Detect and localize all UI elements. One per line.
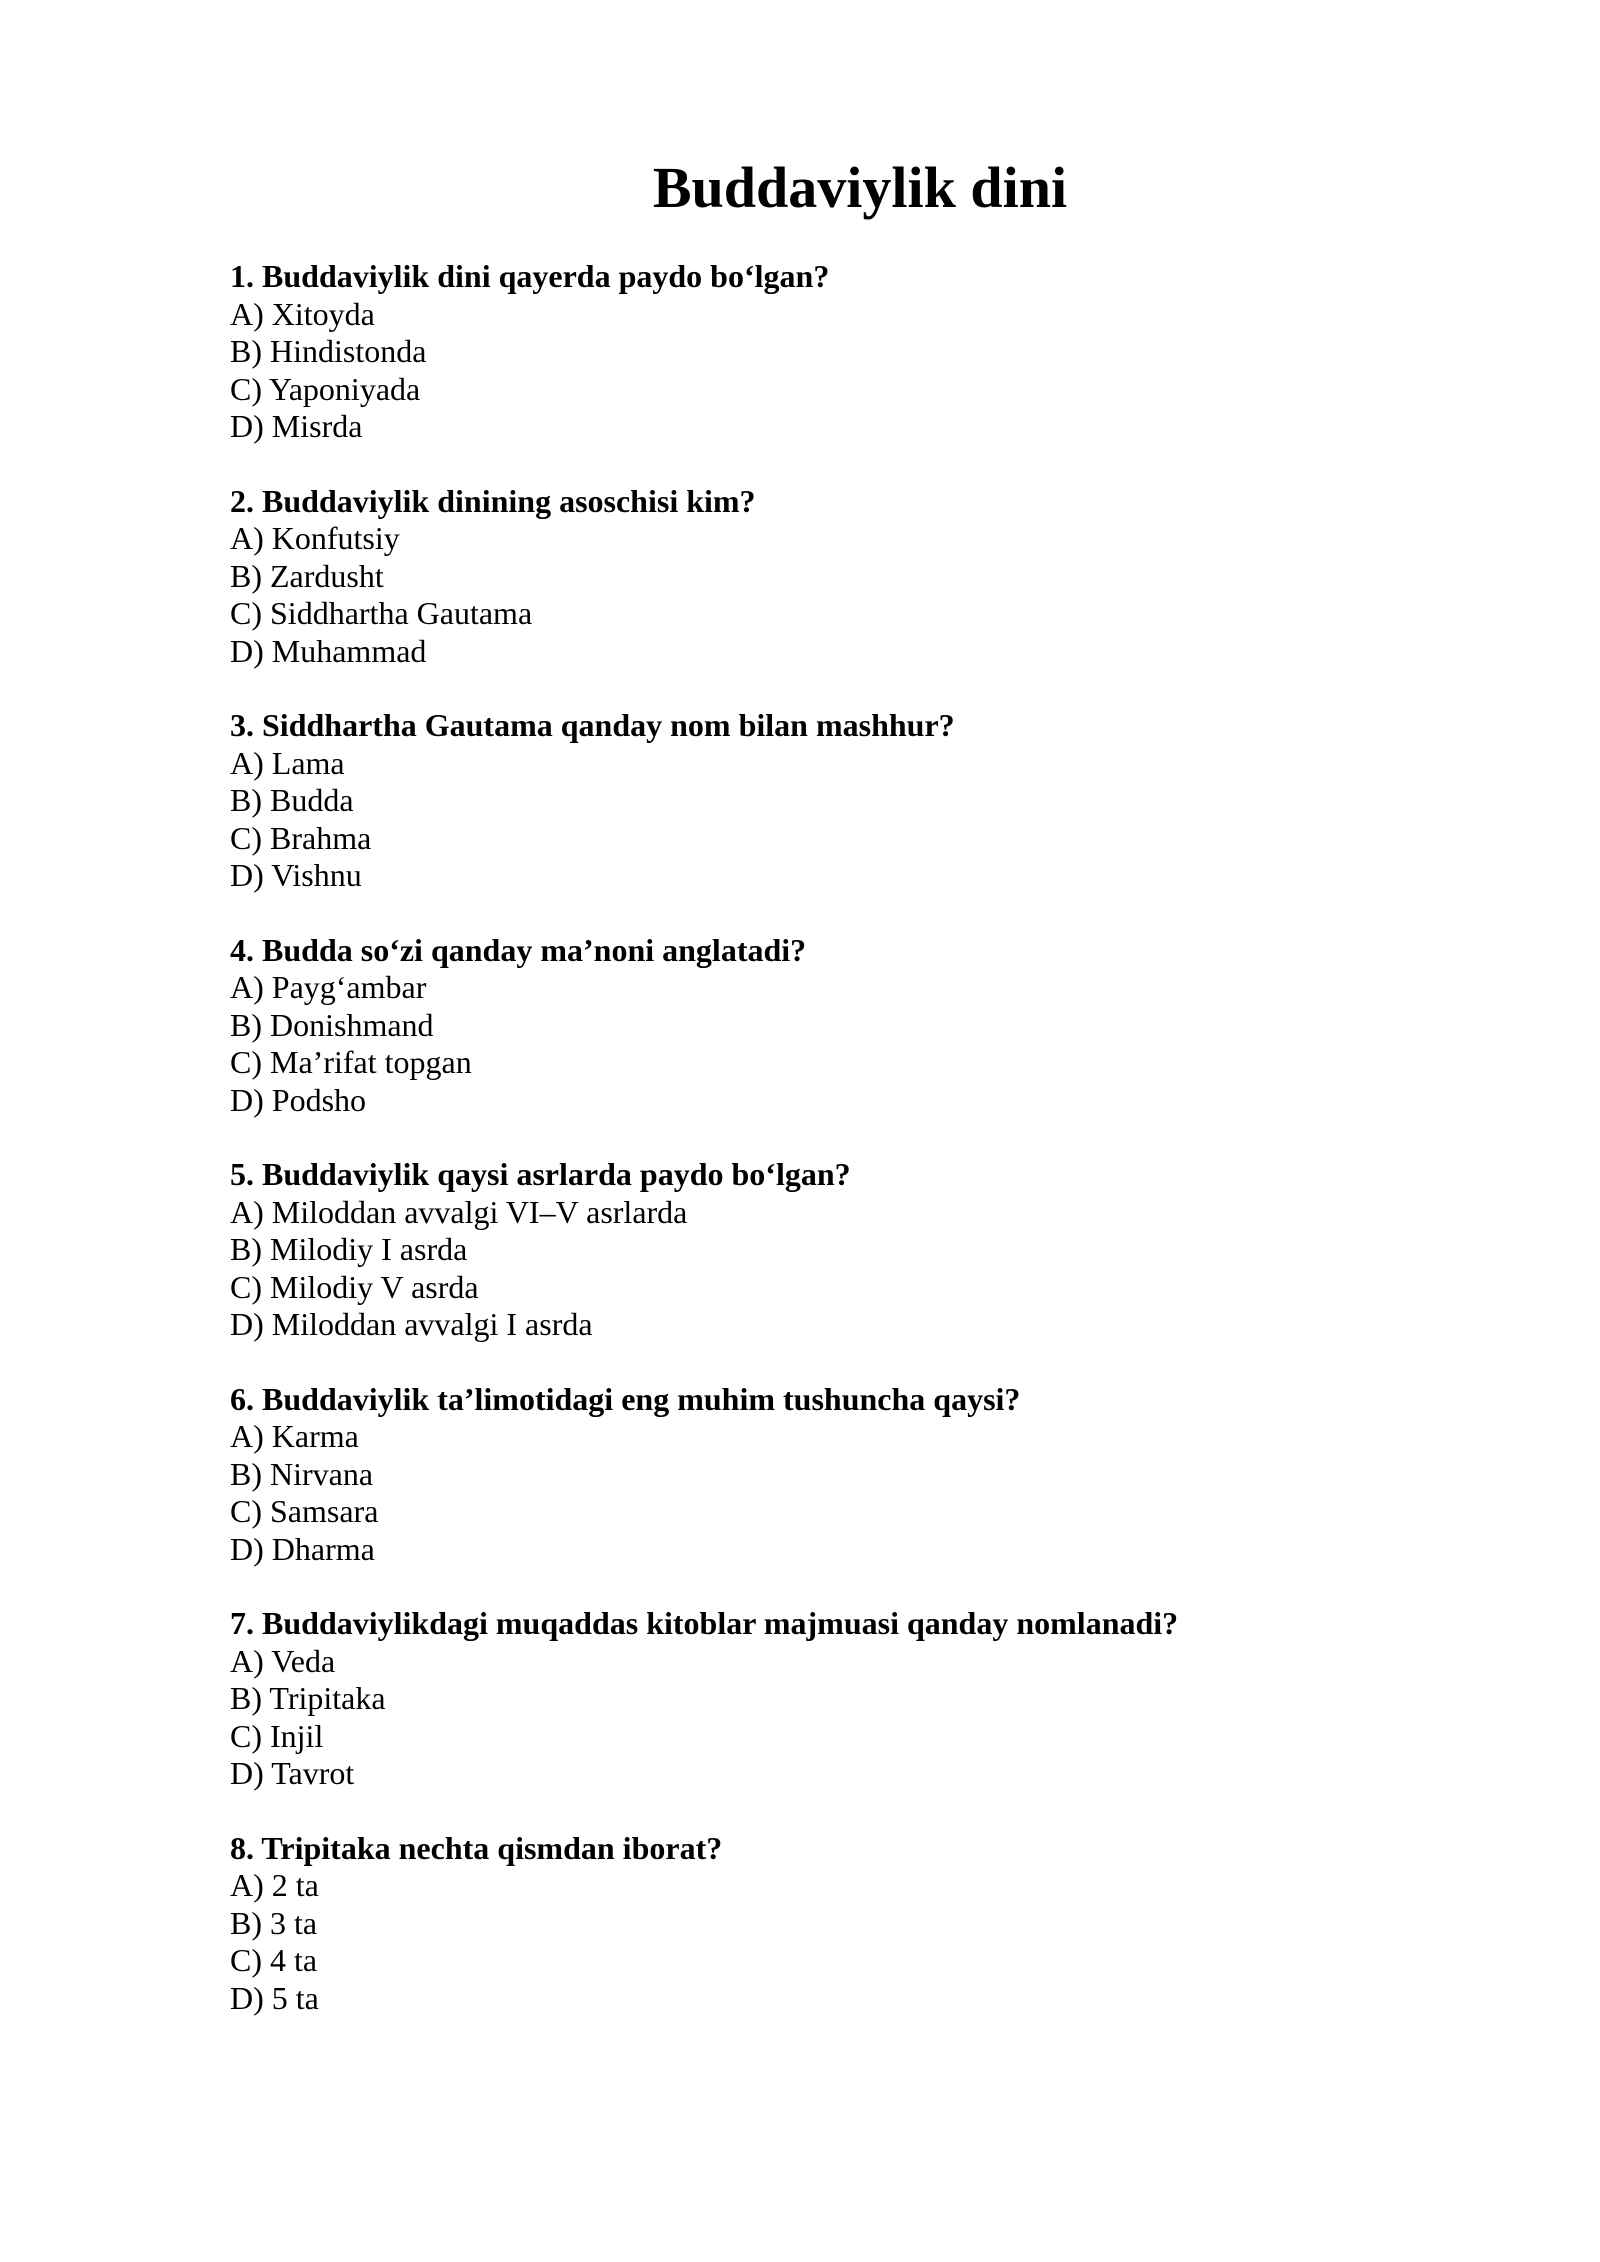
answer-option: A) Karma [230,1418,359,1454]
answer-option: A) Miloddan avvalgi VI–V asrlarda [230,1193,688,1230]
answer-option: B) Milodiy I asrda [230,1231,468,1267]
answer-option: A) Konfutsiy [230,520,400,556]
answer-option: A) 2 ta [230,1867,319,1903]
answer-option: D) Muhammad [230,632,427,669]
answer-option: A) Payg‘ambar [230,969,427,1005]
answer-options [230,1643,1470,1793]
answer-options [230,1867,1470,2017]
answer-option: A) Xitoyda [230,295,375,332]
question-text: 6. Buddaviylik ta’limotidagi eng muhim tushuncha qaysi? [230,1380,1021,1417]
document-title: Buddaviylik dini [652,155,1068,220]
question-text: 1. Buddaviylik dini qayerda paydo bo‘lgan? [230,258,830,294]
question-list [230,258,1470,2054]
answer-options [230,520,1470,670]
answer-option: D) Misrda [230,408,363,444]
answer-option: C) Siddhartha Gautama [230,595,533,631]
answer-option: C) Injil [230,1717,324,1754]
answer-option: B) Hindistonda [230,333,427,369]
question-block [230,258,1470,446]
answer-option: C) Samsara [230,1493,379,1529]
answer-option: B) Budda [230,782,354,818]
question-text: 2. Buddaviylik dinining asoschisi kim? [230,482,756,519]
answer-option: D) Podsho [230,1081,367,1118]
answer-option: B) 3 ta [230,1904,318,1941]
answer-option: C) Ma’rifat topgan [230,1044,472,1080]
answer-option: B) Zardusht [230,557,384,594]
question-block [230,483,1470,671]
answer-option: A) Lama [230,744,345,781]
answer-options [230,745,1470,895]
answer-option: C) 4 ta [230,1942,318,1978]
answer-option: B) Donishmand [230,1006,434,1043]
question-text: 8. Tripitaka nechta qismdan iborat? [230,1829,723,1866]
question-block [230,932,1470,1120]
answer-option: D) Miloddan avvalgi I asrda [230,1306,593,1342]
question-block [230,1605,1470,1793]
answer-options [230,1194,1470,1344]
answer-option: B) Nirvana [230,1455,374,1492]
answer-option: D) 5 ta [230,1979,319,2016]
answer-option: A) Veda [230,1642,336,1679]
answer-option: B) Tripitaka [230,1680,386,1716]
answer-option: C) Brahma [230,819,372,856]
answer-option: D) Dharma [230,1530,375,1567]
question-text: 4. Budda so‘zi qanday ma’noni anglatadi? [230,931,807,968]
answer-option: D) Vishnu [230,857,362,893]
question-block [230,707,1470,895]
answer-options [230,1418,1470,1568]
question-block [230,1830,1470,2018]
answer-option: C) Yaponiyada [230,370,421,407]
answer-option: D) Tavrot [230,1755,355,1791]
answer-options [230,969,1470,1119]
question-block [230,1156,1470,1344]
answer-options [230,296,1470,446]
question-text: 3. Siddhartha Gautama qanday nom bilan mashhur? [230,707,955,743]
question-block [230,1381,1470,1569]
answer-option: C) Milodiy V asrda [230,1268,479,1305]
question-text: 5. Buddaviylik qaysi asrlarda paydo bo‘lgan? [230,1156,851,1192]
question-text: 7. Buddaviylikdagi muqaddas kitoblar majmuasi qanday nomlanadi? [230,1605,1179,1641]
